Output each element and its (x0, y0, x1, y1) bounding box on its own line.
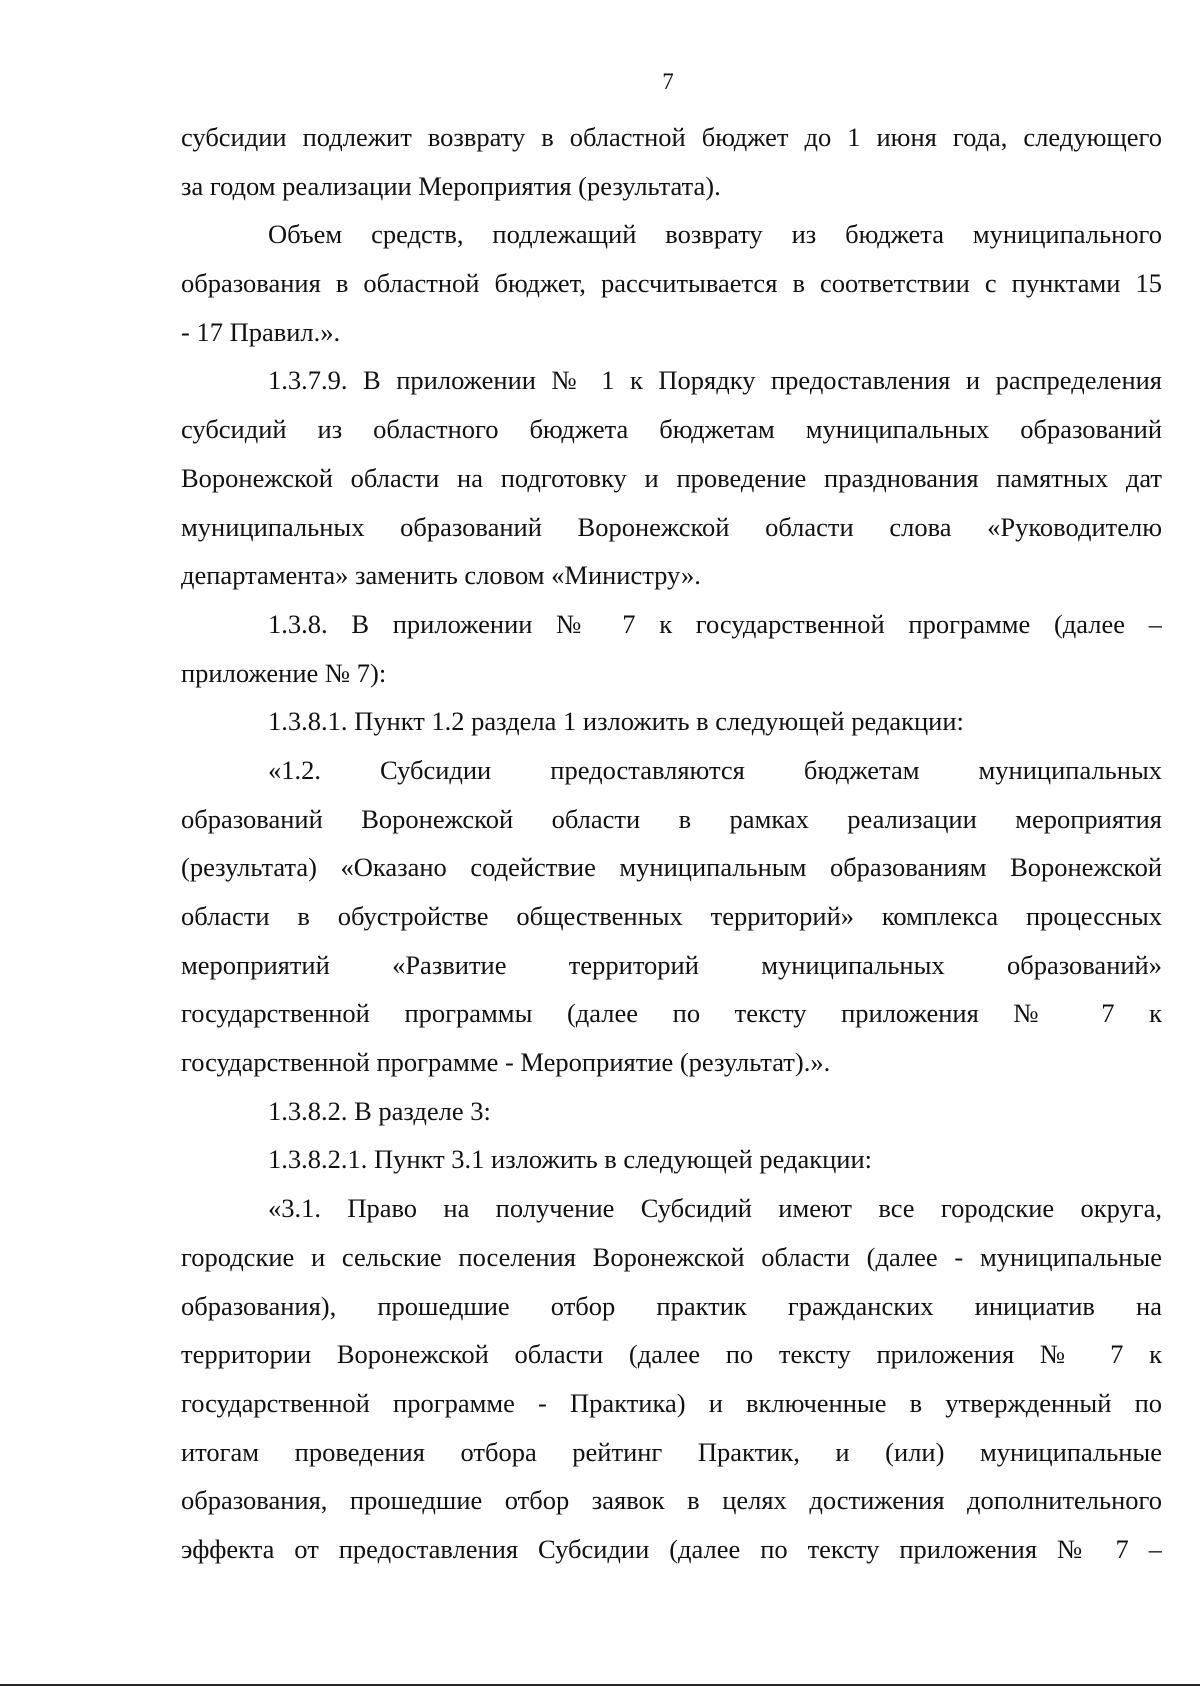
text-line: территории Воронежской области (далее по тексту приложения № 7 к (181, 1339, 1162, 1370)
page-number: 7 (662, 69, 674, 94)
text-line: департамента» заменить словом «Министру». (181, 560, 701, 591)
text-line: итогам проведения отбора рейтинг Практик, и (или) муниципальные (181, 1436, 1162, 1467)
text-line: области в обустройстве общественных территорий» комплекса процессных (181, 901, 1162, 931)
text-line: 1.3.8.2.1. Пункт 3.1 изложить в следующей редакции: (268, 1144, 873, 1175)
paragraph (181, 356, 1162, 599)
text-line: образования в областной бюджет, рассчитывается в соответствии с пунктами 15 (181, 268, 1162, 299)
text-line: субсидии подлежит возврату в областной бюджет до 1 июня года, следующего (181, 122, 1162, 152)
text-line: муниципальных образований Воронежской области слова «Руководителю (181, 511, 1162, 542)
text-line: «1.2. Субсидии предоставляются бюджетам муниципальных (268, 754, 1162, 785)
paragraph (181, 1135, 1162, 1184)
paragraph (181, 600, 1162, 697)
paragraph (181, 746, 1162, 1087)
text-line: эффекта от предоставления Субсидии (далее по тексту приложения № 7 – (181, 1533, 1162, 1564)
text-line: 1.3.8.1. Пункт 1.2 раздела 1 изложить в следующей редакции: (268, 706, 964, 737)
text-line: образования, прошедшие отбор заявок в целях достижения дополнительного (181, 1485, 1162, 1516)
document-body (181, 113, 1162, 1574)
paragraph (181, 210, 1162, 356)
text-line: (результата) «Оказано содействие муниципальным образованиям Воронежской (181, 852, 1162, 883)
paragraph (181, 1184, 1162, 1574)
text-line: субсидий из областного бюджета бюджетам муниципальных образований (181, 414, 1162, 445)
text-line: городские и сельские поселения Воронежской области (далее - муниципальные (181, 1241, 1162, 1272)
paragraph (181, 113, 1162, 210)
text-line: государственной программы (далее по тексту приложения № 7 к (181, 998, 1162, 1029)
text-line: мероприятий «Развитие территорий муниципальных образований» (181, 949, 1162, 980)
paragraph (181, 697, 1162, 746)
text-line: «3.1. Право на получение Субсидий имеют все городские округа, (268, 1193, 1162, 1224)
text-line: образования), прошедшие отбор практик гражданских инициатив на (181, 1290, 1162, 1321)
text-line: государственной программе - Мероприятие (результат).». (181, 1047, 831, 1078)
text-line: 1.3.8.2. В разделе 3: (268, 1095, 491, 1126)
paragraph (181, 1087, 1162, 1136)
text-line: за годом реализации Мероприятия (результата). (181, 170, 721, 201)
text-line: 1.3.8. В приложении № 7 к государственной программе (далее – (268, 608, 1162, 639)
text-line: Воронежской области на подготовку и проведение празднования памятных дат (181, 462, 1162, 493)
text-line: образований Воронежской области в рамках реализации мероприятия (181, 803, 1162, 834)
bottom-rule (0, 1684, 1200, 1686)
text-line: государственной программе - Практика) и включенные в утвержденный по (181, 1387, 1162, 1418)
text-line: Объем средств, подлежащий возврату из бюджета муниципального (268, 219, 1162, 250)
text-line: приложение № 7): (181, 657, 387, 688)
text-line: - 17 Правил.». (181, 316, 341, 347)
text-line: 1.3.7.9. В приложении № 1 к Порядку предоставления и распределения (268, 365, 1162, 396)
